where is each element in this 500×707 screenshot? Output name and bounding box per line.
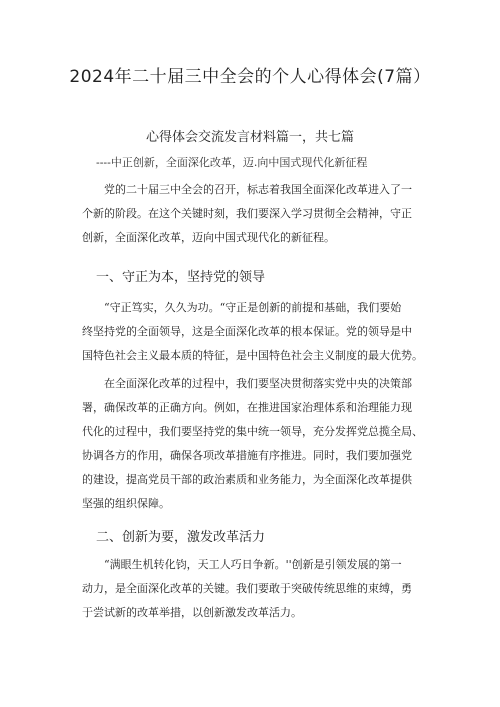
section-1-paragraph-2 — [82, 372, 422, 516]
intro-paragraph — [82, 178, 422, 250]
intro-line: 个新的阶段。在这个关键时刻，我们要深入学习贯彻全会精神，守正 — [82, 207, 412, 220]
paragraph-line: “满眼生机转化钧，天工人巧日争新。''创新是引领发展的第一 — [104, 558, 402, 571]
document-subline: ----中正创新，全面深化改革，迈.向中国式现代化新征程 — [96, 156, 368, 169]
paragraph-line: 动力，是全面深化改革的关键。我们要敢于突破传统思维的束缚，勇 — [82, 582, 412, 595]
paragraph-line: “守正笃实，久久为功。“守正是创新的前提和基础，我们要始 — [104, 301, 402, 314]
document-subtitle: 心得体会交流发言材料篇一，共七篇 — [145, 130, 354, 145]
paragraph-line: 终坚持党的全面领导，这是全面深化改革的根本保证。党的领导是中 — [82, 325, 412, 338]
section-2-paragraph-1 — [82, 553, 422, 625]
paragraph-line: 在全面深化改革的过程中，我们要坚决贯彻落实党中央的决策部 — [104, 377, 412, 390]
section-2-heading: 二、创新为要，激发改革活力 — [96, 530, 266, 545]
paragraph-line: 于尝试新的改革举措，以创新激发改革活力。 — [82, 606, 302, 619]
intro-line: 创新，全面深化改革，迈向中国式现代化的新征程。 — [82, 231, 335, 244]
paragraph-line: 代化的过程中，我们要坚持党的集中统一领导，充分发挥党总揽全局、 — [82, 425, 423, 438]
section-1-paragraph-1 — [82, 296, 422, 368]
paragraph-line: 协调各方的作用，确保各项改革措施有序推进。同时，我们要加强党 — [82, 449, 412, 462]
document-title: 2024年二十届三中全会的个人心得体会(7篇） — [69, 67, 431, 87]
section-1-heading: 一、守正为本，坚持党的领导 — [96, 270, 266, 285]
paragraph-line: 署，确保改革的正确方向。例如，在推进国家治理体系和治理能力现 — [82, 401, 412, 414]
paragraph-line: 坚强的组织保障。 — [82, 497, 170, 510]
intro-line: 党的二十届三中全会的召开，标志着我国全面深化改革进入了一 — [104, 183, 412, 196]
paragraph-line: 国特色社会主义最本质的特征，是中国特色社会主义制度的最大优势。 — [82, 349, 423, 362]
paragraph-line: 的建设，提高党员干部的政治素质和业务能力，为全面深化改革提供 — [82, 473, 412, 486]
